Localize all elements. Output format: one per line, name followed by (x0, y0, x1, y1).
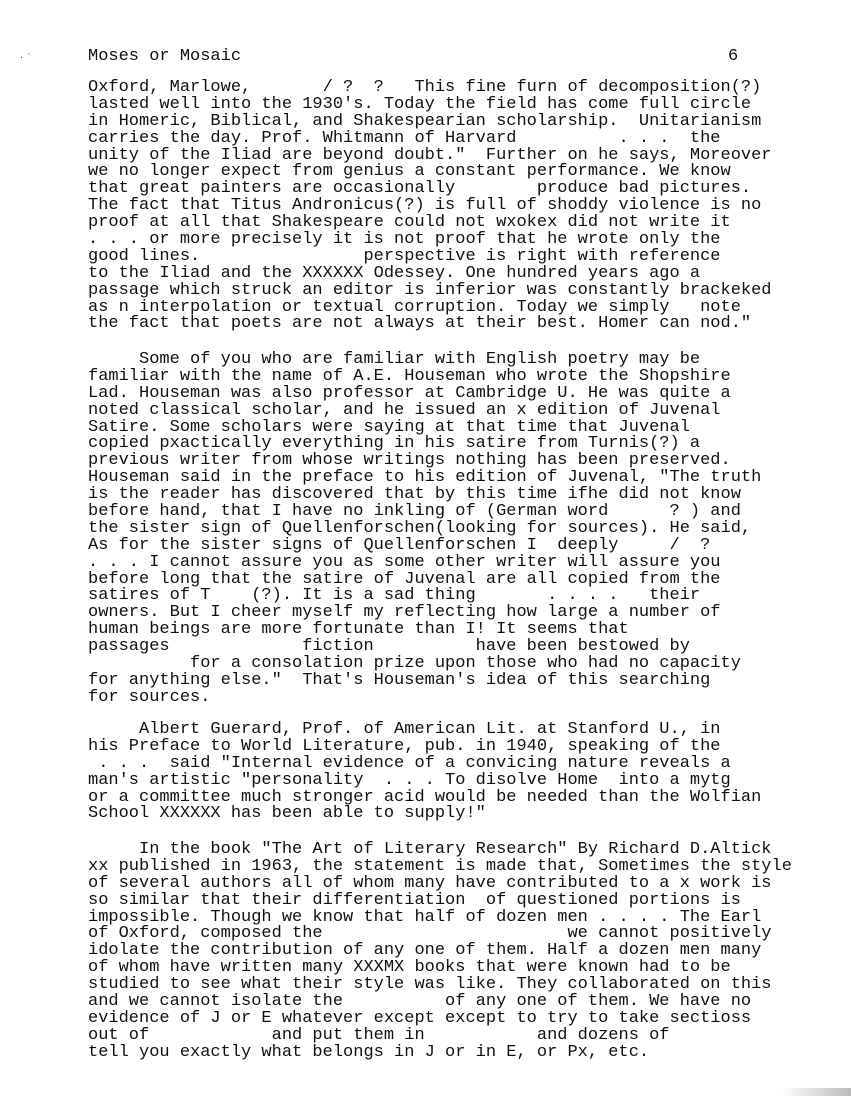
text-line: unity of the Iliad are beyond doubt." Further on he says, Moreover (88, 145, 772, 165)
text-line: previous writer from whose writings nothing has been preserved. (88, 451, 731, 471)
stray-mark: · ˙ (20, 53, 32, 64)
text-line: noted classical scholar, and he issued an x edition of Juvenal (88, 400, 721, 420)
text-line: familiar with the name of A.E. Houseman who wrote the Shopshire (88, 366, 731, 386)
text-line: carries the day. Prof. Whitmann of Harvard . . . the (88, 128, 721, 148)
text-line: for a consolation prize upon those who had no capacity (88, 654, 741, 674)
paragraph-3 (88, 722, 761, 823)
paragraph-1 (88, 80, 772, 333)
text-line: in Homeric, Biblical, and Shakespearian scholarship. Unitarianism (88, 111, 762, 131)
text-line: of whom have written many XXXMX books that were known had to be (88, 958, 731, 978)
text-line: his Preface to World Literature, pub. in 1940, speaking of the (88, 736, 721, 756)
text-line: for sources. (88, 687, 211, 707)
text-line: studied to see what their style was like. They collaborated on this (88, 975, 772, 995)
text-line: for anything else." That's Houseman's idea of this searching (88, 670, 711, 690)
text-line: out of and put them in and dozens of (88, 1025, 670, 1045)
text-line: so similar that their differentiation of questioned portions is (88, 890, 741, 910)
text-line: the fact that poets are not always at their best. Homer can nod." (88, 314, 752, 334)
text-line: that great painters are occasionally produce bad pictures. (88, 179, 752, 199)
text-line: passages fiction have been bestowed by (88, 637, 690, 657)
text-line: . . . I cannot assure you as some other writer will assure you (88, 552, 721, 572)
text-line: tell you exactly what belongs in J or in E, or Px, etc. (88, 1042, 650, 1062)
text-line: impossible. Though we know that half of dozen men . . . . The Earl (88, 907, 762, 927)
scan-smudge (781, 1088, 851, 1096)
text-line: copied pxactically everything in his satire from Turnis(?) a (88, 434, 701, 454)
page-header-title: Moses or Mosaic (88, 47, 242, 66)
text-line: evidence of J or E whatever except except to try to take sectioss (88, 1008, 752, 1028)
text-line: Houseman said in the preface to his edition of Juvenal, "The truth (88, 468, 762, 488)
text-line: School XXXXXX has been able to supply!" (88, 804, 486, 824)
text-line: human beings are more fortunate than I! It seems that (88, 620, 629, 640)
text-line: or a committee much stronger acid would be needed than the Wolfian (88, 787, 762, 807)
text-line: Satire. Some scholars were saying at that time that Juvenal (88, 417, 690, 437)
text-line: In the book "The Art of Literary Research" By Richard D.Altick (88, 840, 772, 859)
text-line: xx published in 1963, the statement is made that, Sometimes the style (88, 856, 792, 876)
text-line: satires of T (?). It is a sad thing . . . . their (88, 586, 701, 606)
text-line: good lines. perspective is right with reference (88, 246, 721, 266)
text-line: is the reader has discovered that by this time ifhe did not know (88, 485, 741, 505)
text-line: we no longer expect from genius a constant performance. We know (88, 162, 731, 182)
text-line: man's artistic "personality . . . To disolve Home into a mytg (88, 770, 731, 790)
text-line: of several authors all of whom many have contributed to a x work is (88, 873, 772, 893)
text-line: Some of you who are familiar with English poetry may be (88, 350, 701, 369)
text-line: before hand, that I have no inkling of (German word ? ) and (88, 502, 741, 522)
page-number: 6 (728, 47, 739, 66)
text-line: to the Iliad and the XXXXXX Odessey. One hundred years ago a (88, 263, 701, 283)
paragraph-4 (88, 842, 792, 1062)
text-line: owners. But I cheer myself my reflecting how large a number of (88, 603, 721, 623)
text-line: as n interpolation or textual corruption. Today we simply note (88, 297, 741, 317)
text-line: and we cannot isolate the of any one of them. We have no (88, 992, 752, 1012)
text-line: idolate the contribution of any one of them. Half a dozen men many (88, 941, 762, 961)
text-line: proof at all that Shakespeare could not wxokex did not write it (88, 213, 731, 233)
text-line: passage which struck an editor is inferior was constantly brackeked (88, 280, 772, 300)
text-line: Albert Guerard, Prof. of American Lit. at Stanford U., in (88, 720, 721, 739)
text-line: the sister sign of Quellenforschen(looking for sources). He said, (88, 518, 752, 538)
text-line: . . . said "Internal evidence of a convicing nature reveals a (88, 753, 731, 773)
text-line: . . . or more precisely it is not proof that he wrote only the (88, 230, 721, 250)
text-line: Oxford, Marlowe, / ? ? This fine furn of decomposition(?) (88, 78, 762, 97)
text-line: before long that the satire of Juvenal are all copied from the (88, 569, 721, 589)
text-line: As for the sister signs of Quellenforschen I deeply / ? (88, 535, 711, 555)
text-line: of Oxford, composed the we cannot positively (88, 924, 772, 944)
text-line: The fact that Titus Andronicus(?) is full of shoddy violence is no (88, 196, 762, 216)
text-line: lasted well into the 1930's. Today the field has come full circle (88, 94, 752, 114)
text-line: Lad. Houseman was also professor at Cambridge U. He was quite a (88, 383, 731, 403)
paragraph-2 (88, 352, 761, 707)
